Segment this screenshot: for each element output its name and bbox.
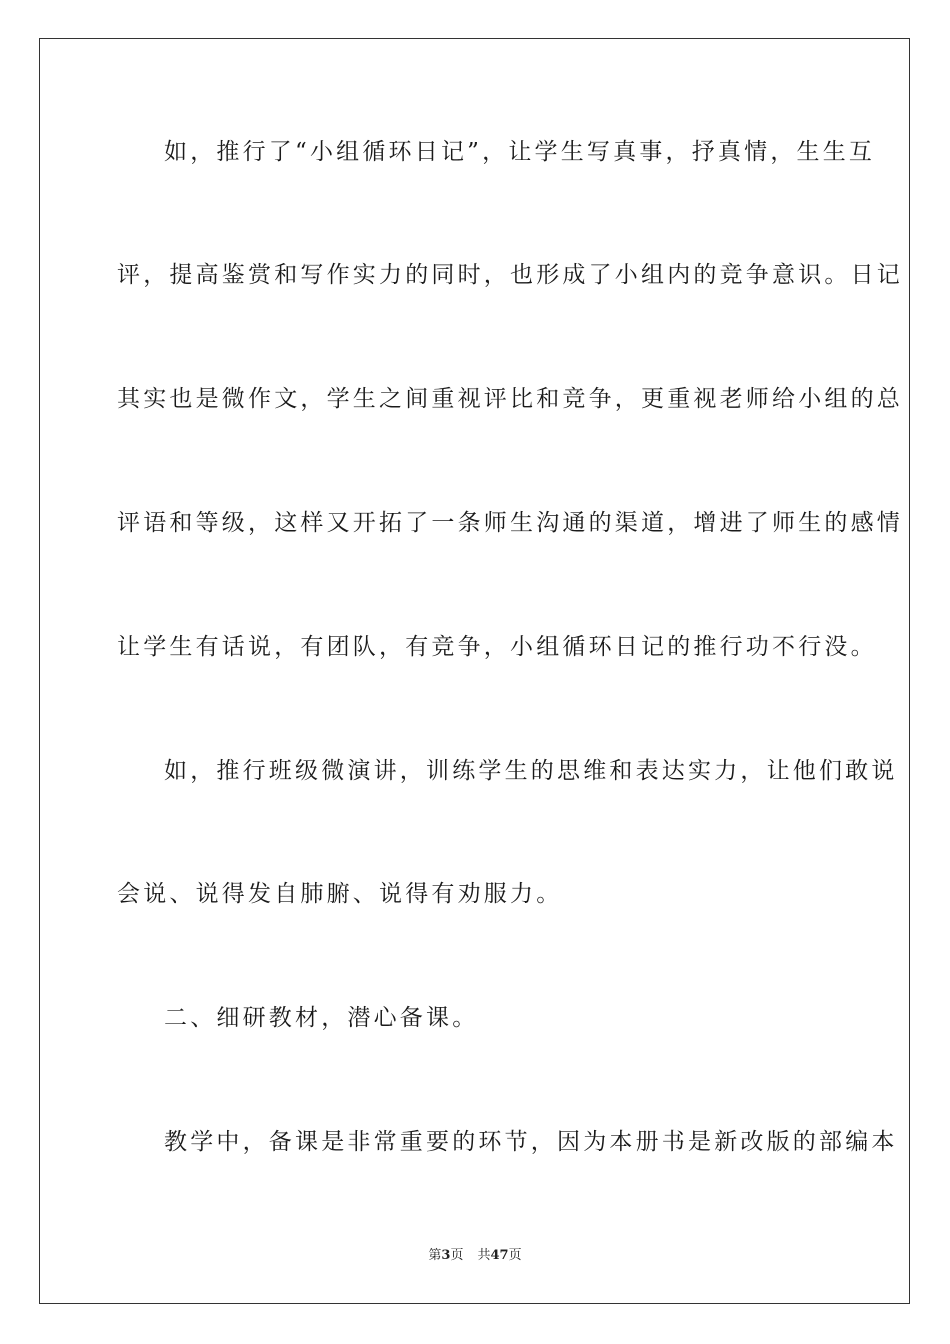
total-prefix: 共: [477, 1248, 491, 1263]
paragraph-line-2: 评，提高鉴赏和写作实力的同时，也形成了小组内的竞争意识。日记: [117, 262, 903, 288]
paragraph-line-4: 评语和等级，这样又开拓了一条师生沟通的渠道，增进了师生的感情: [117, 510, 903, 536]
page-number: 3: [441, 1248, 451, 1263]
total-suffix: 页: [508, 1248, 522, 1263]
paragraph-line-9: 教学中，备课是非常重要的环节，因为本册书是新改版的部编本: [164, 1129, 898, 1155]
page-prefix: 第: [428, 1248, 442, 1263]
section-heading: 二、细研教材，潜心备课。: [164, 1005, 479, 1031]
paragraph-line-3: 其实也是微作文，学生之间重视评比和竞争，更重视老师给小组的总: [117, 386, 903, 412]
paragraph-line-7: 会说、说得发自肺腑、说得有劝服力。: [117, 881, 563, 907]
paragraph-line-5: 让学生有话说，有团队，有竞争，小组循环日记的推行功不行没。: [117, 634, 877, 660]
page-border: [39, 38, 910, 1304]
paragraph-line-6: 如，推行班级微演讲，训练学生的思维和表达实力，让他们敢说: [164, 758, 898, 784]
page-footer: [0, 1247, 950, 1265]
total-pages: 47: [490, 1248, 509, 1263]
page-suffix: 页: [450, 1248, 464, 1263]
paragraph-line-1: 如，推行了“小组循环日记”，让学生写真事，抒真情，生生互: [164, 139, 876, 165]
